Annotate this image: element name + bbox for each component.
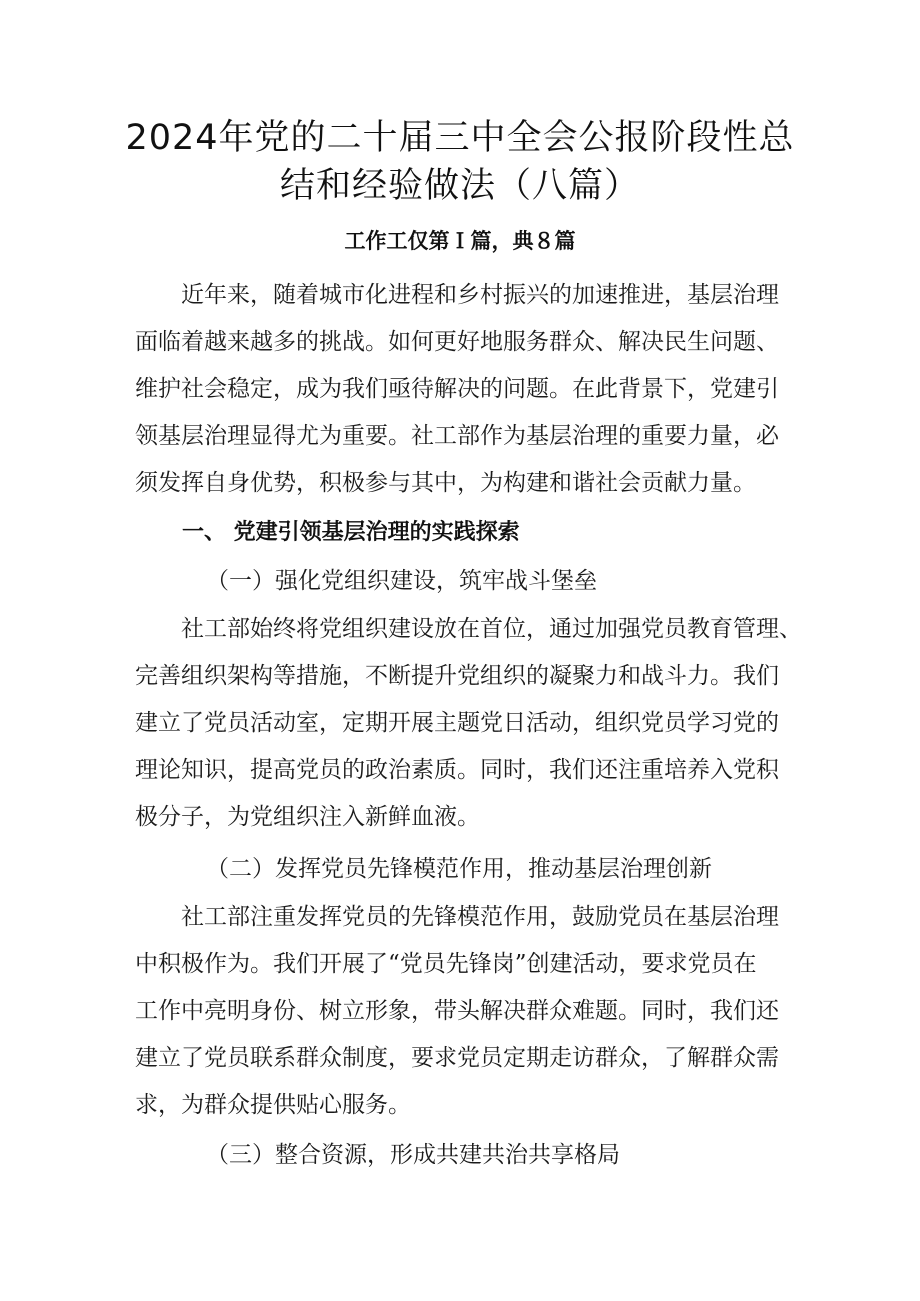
intro-line-3: 维护社会稳定，成为我们亟待解决的问题。在此背景下，党建引 xyxy=(135,376,779,402)
sub1-line-5: 极分子，为党组织注入新鲜血液。 xyxy=(135,804,480,830)
sub2-line-3: 工作中亮明身份、树立形象，带头解决群众难题。同时，我们还 xyxy=(135,998,779,1024)
sub1-line-2: 完善组织架构等措施，不断提升党组织的凝聚力和战斗力。我们 xyxy=(135,663,779,689)
document-title-line-1: 2024年党的二十届三中全会公报阶段性总 xyxy=(125,118,795,158)
intro-line-2: 面临着越来越多的挑战。如何更好地服务群众、解决民生问题、 xyxy=(135,329,779,355)
section-1-heading: 一、 党建引领基层治理的实践探索 xyxy=(182,520,520,545)
subsection-1-heading: （一）强化党组织建设，筑牢战斗堡垒 xyxy=(206,568,597,594)
sub2-line-5: 求，为群众提供贴心服务。 xyxy=(135,1092,411,1118)
sub2-line-1: 社工部注重发挥党员的先锋模范作用，鼓励党员在基层治理 xyxy=(181,904,779,930)
subsection-2-heading: （二）发挥党员先锋模范作用，推动基层治理创新 xyxy=(206,856,712,882)
subsection-3-heading: （三）整合资源，形成共建共治共享格局 xyxy=(206,1142,620,1168)
sub1-line-1: 社工部始终将党组织建设放在首位，通过加强党员教育管理、 xyxy=(181,616,802,642)
intro-line-4: 领基层治理显得尤为重要。社工部作为基层治理的重要力量，必 xyxy=(135,423,779,449)
document-subtitle: 工作工仅第Ｉ篇，典８篇 xyxy=(344,228,576,253)
sub2-line-2: 中积极作为。我们开展了“党员先锋岗”创建活动，要求党员在 xyxy=(135,951,757,977)
intro-line-1: 近年来，随着城市化进程和乡村振兴的加速推进，基层治理 xyxy=(181,282,779,308)
sub1-line-3: 建立了党员活动室，定期开展主题党日活动，组织党员学习党的 xyxy=(135,710,779,736)
sub2-line-4: 建立了党员联系群众制度，要求党员定期走访群众，了解群众需 xyxy=(135,1045,779,1071)
document-title-line-2: 结和经验做法（八篇） xyxy=(279,166,640,206)
sub1-line-4: 理论知识，提高党员的政治素质。同时，我们还注重培养入党积 xyxy=(135,757,779,783)
intro-line-5: 须发挥自身优势，积极参与其中，为构建和谐社会贡献力量。 xyxy=(135,470,756,496)
